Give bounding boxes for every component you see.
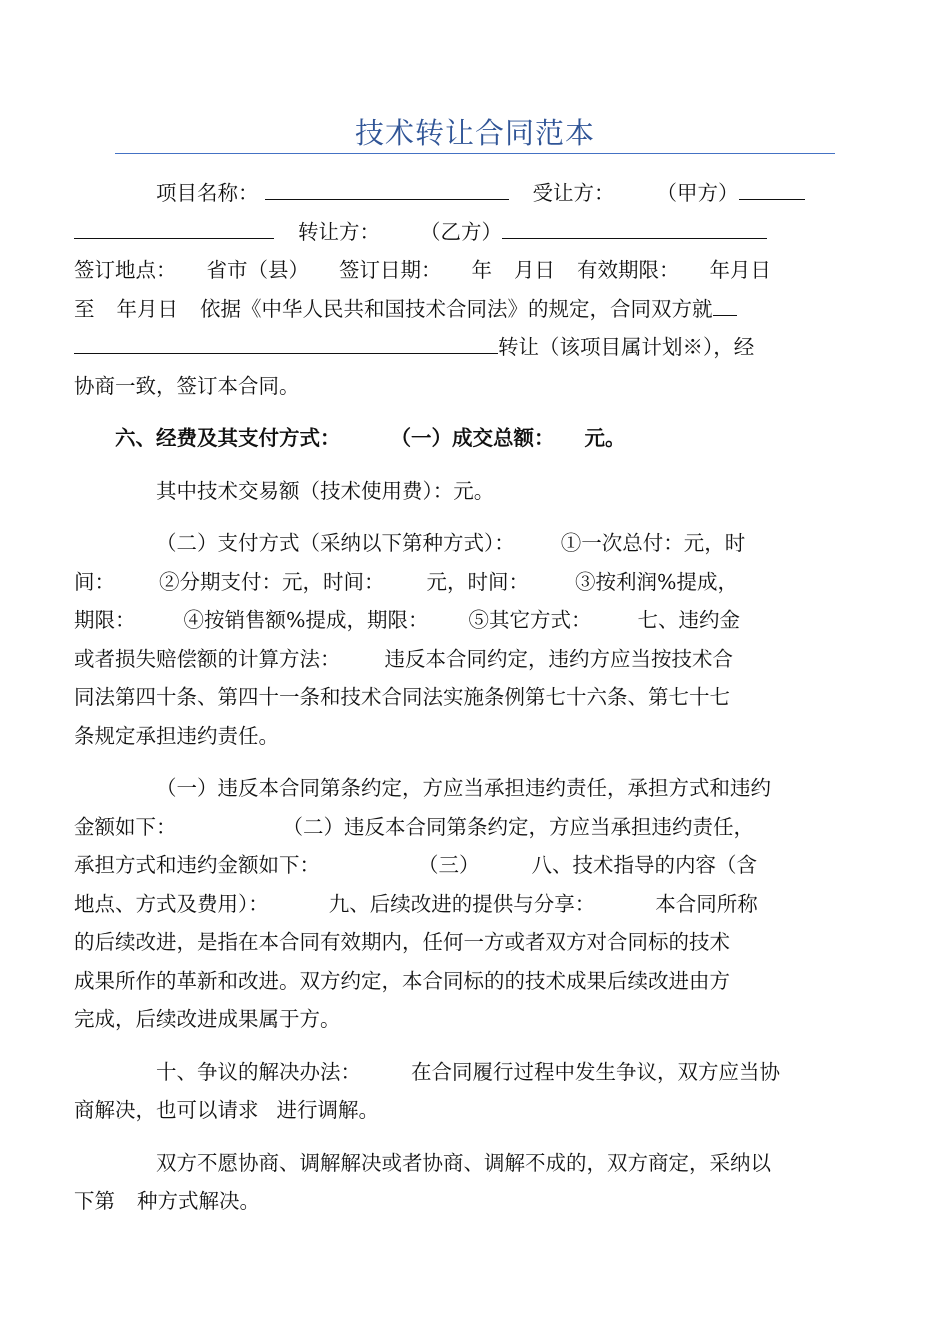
total-amount-unit: 元。 (584, 426, 626, 450)
project-name-blank (265, 179, 509, 200)
dispute-clause-2: 商解决，也可以请求 (74, 1098, 259, 1122)
breach-item-2-amount: 承担方式和违约金额如下： (74, 853, 320, 877)
document-body (74, 174, 835, 1221)
party-a-blank-continued (74, 218, 274, 239)
improvement-clause-2: 的后续改进，是指在本合同有效期内，任何一方或者双方对合同标的技术 (74, 930, 730, 954)
other-method-option: ⑤其它方式： (468, 608, 592, 632)
transferor-label: 转让方： (298, 219, 380, 244)
breach-clause-continued: 同法第四十条、第四十一条和技术合同法实施条例第七十六条、第七十七 (74, 685, 730, 709)
installment-time: 元，时间： (426, 569, 529, 594)
breach-item-1-amount: 金额如下： (74, 814, 177, 839)
breach-clause-end: 条规定承担违约责任。 (74, 723, 279, 748)
improvement-clause-3: 成果所作的革新和改进。双方约定，本合同标的的技术成果后续改进由方 (74, 968, 730, 993)
document-title: 技术转让合同范本 (354, 116, 595, 150)
project-blank-continued (74, 333, 498, 354)
profit-royalty-option: ③按利润%提成， (575, 569, 738, 594)
final-clause-3: 种方式解决。 (137, 1189, 260, 1213)
breach-clause: 违反本合同约定，违约方应当按技术合 (384, 646, 733, 671)
payment-paragraph (74, 524, 835, 755)
section10-heading: 十、争议的解决办法： (156, 1059, 361, 1084)
breach-item-3: （三） (418, 853, 480, 877)
section7-heading: 七、违约金 (637, 608, 740, 632)
breach-item-2: （二）违反本合同第条约定，方应当承担违约责任， (282, 814, 754, 839)
installment-option: ②分期支付：元，时间： (159, 569, 385, 594)
project-blank (713, 295, 737, 316)
party-b-label: （乙方） (420, 219, 502, 244)
payment-method-label: （二）支付方式（采纳以下第种方式）： (156, 531, 515, 555)
basis-text: 依据《中华人民共和国技术合同法》的规定，合同双方就 (200, 296, 713, 321)
dispute-paragraph (74, 1053, 835, 1130)
valid-period-label: 有效期限： (577, 258, 680, 282)
sign-year: 年 (471, 258, 492, 282)
valid-to-word: 至 (74, 296, 95, 321)
transfer-text: 转让（该项目属计划※），经 (498, 335, 755, 359)
sign-month-day: 月日 (514, 258, 555, 282)
tech-fee-paragraph: 其中技术交易额（技术使用费）：元。 (156, 478, 495, 503)
section8-continued: 地点、方式及费用）： (74, 891, 269, 916)
section6-heading: 六、经费及其支付方式： (115, 426, 341, 450)
project-name-label: 项目名称： (156, 181, 259, 205)
lump-sum-option: ①一次总付：元，时 (560, 531, 746, 555)
intro-paragraph (74, 174, 835, 405)
sign-date-label: 签订日期： (339, 258, 442, 282)
damages-method-label: 或者损失赔偿额的计算方法： (74, 646, 341, 671)
period-label: 期限： (74, 608, 136, 632)
improvement-clause: 本合同所称 (655, 891, 758, 916)
breach-item-1: （一）违反本合同第条约定，方应当承担违约责任，承担方式和违约 (156, 776, 771, 800)
final-clause-2: 下第 (74, 1189, 115, 1213)
sign-place-label: 签订地点： (74, 258, 177, 282)
final-clause: 双方不愿协商、调解解决或者协商、调解不成的，双方商定，采纳以 (156, 1150, 771, 1175)
dispute-clause: 在合同履行过程中发生争议，双方应当协 (411, 1059, 780, 1084)
party-a-blank (739, 179, 805, 200)
valid-to: 年月日 (116, 296, 178, 321)
party-b-blank (502, 218, 767, 239)
agree-text: 协商一致，签订本合同。 (74, 373, 300, 398)
final-paragraph (74, 1144, 835, 1221)
province-city: 省市（县） (206, 258, 309, 282)
improvement-clause-4: 完成，后续改进成果属于方。 (74, 1007, 341, 1031)
sales-royalty-option: ④按销售额%提成，期限： (183, 608, 429, 632)
payment-time-label: 间： (74, 569, 115, 594)
section9-heading: 九、后续改进的提供与分享： (328, 891, 596, 916)
breach-paragraph (74, 769, 835, 1039)
mediation-text: 进行调解。 (276, 1098, 379, 1122)
total-amount-label: （一）成交总额： (390, 426, 555, 450)
transferee-label: 受让方： (532, 181, 615, 205)
party-a-label: （甲方） (656, 181, 739, 205)
title-underline (115, 153, 835, 154)
section6-heading-line (115, 419, 835, 458)
section8-heading: 八、技术指导的内容（含 (531, 853, 757, 877)
valid-from: 年月日 (709, 258, 771, 282)
